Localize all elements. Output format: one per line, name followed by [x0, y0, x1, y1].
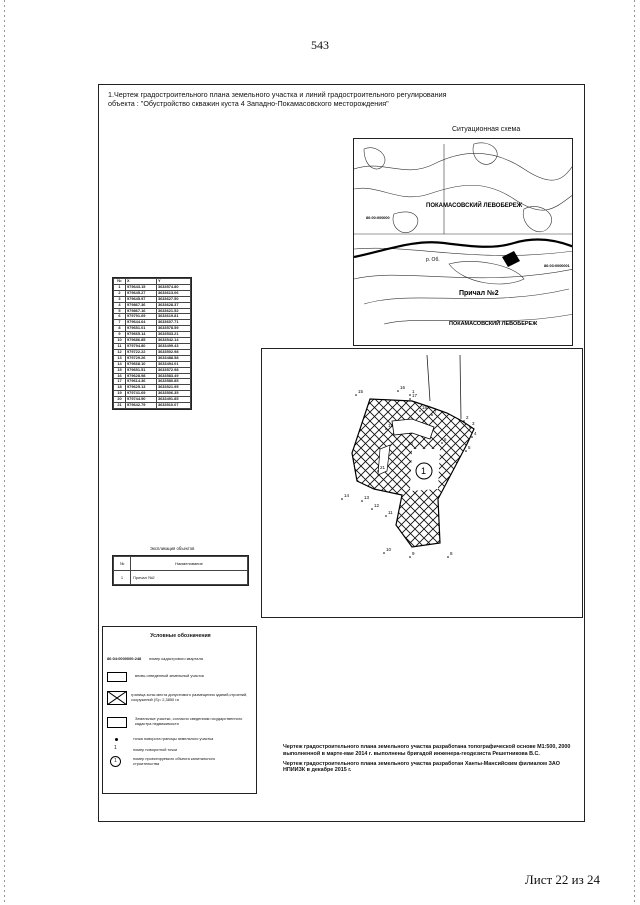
point-label: 13	[364, 495, 370, 500]
point-label: 1	[412, 389, 415, 394]
turn-point	[371, 508, 373, 510]
cadastral-code-right: 86:03:0000001	[544, 264, 570, 268]
site-plan	[261, 348, 583, 618]
coord-cell-x: 979643.15	[126, 284, 157, 290]
page-number: 543	[311, 38, 329, 52]
coord-cell-y: 3633499.43	[156, 343, 190, 349]
left-scan-edge	[4, 0, 5, 905]
turn-point	[385, 515, 387, 517]
turn-point	[361, 500, 363, 502]
island-outline	[449, 261, 524, 284]
point-label: 5	[468, 445, 471, 450]
explication-table	[112, 555, 249, 586]
point-label: 17	[412, 393, 418, 398]
explication-header-name: Наименование	[131, 557, 248, 571]
coord-cell-y: 3633542.14	[156, 338, 190, 344]
coordinates-body	[114, 284, 191, 408]
coord-cell-n: 11	[114, 343, 126, 349]
coord-cell-n: 18	[114, 385, 126, 391]
turn-point	[341, 498, 343, 500]
coord-cell-n: 21	[114, 403, 126, 409]
coord-cell-n: 14	[114, 361, 126, 367]
coord-cell-x: 979651.51	[126, 367, 157, 373]
legend	[102, 626, 257, 794]
right-scan-edge	[634, 0, 635, 905]
coord-cell-y: 3633607.71	[156, 320, 190, 326]
coord-cell-n: 7	[114, 320, 126, 326]
turn-point	[377, 470, 379, 472]
legend-boundary-swatch	[107, 672, 127, 682]
coord-cell-n: 16	[114, 373, 126, 379]
column-header-y: Y	[156, 279, 190, 285]
point-label: 18	[422, 405, 428, 410]
legend-boundary-text: вновь отведенный земельный участок	[135, 673, 205, 678]
coord-cell-x: 979729.26	[126, 355, 157, 361]
coord-cell-n: 5	[114, 308, 126, 314]
turn-point	[447, 556, 449, 558]
coord-cell-y: 3633491.85	[156, 397, 190, 403]
point-label: 21	[380, 465, 386, 470]
point-label: 20	[408, 441, 414, 446]
coord-cell-n: 20	[114, 397, 126, 403]
coord-cell-x: 979867.36	[126, 302, 157, 308]
coord-cell-y: 3633494.01	[156, 361, 190, 367]
turn-point	[397, 390, 399, 392]
point-label: 3	[472, 421, 475, 426]
turn-point	[355, 394, 357, 396]
coord-cell-y: 3633628.37	[156, 302, 190, 308]
coord-cell-x: 979651.01	[126, 326, 157, 332]
legend-turn-text: номер поворотной точки	[133, 747, 178, 752]
coord-cell-x: 979867.16	[126, 308, 157, 314]
coord-cell-y: 3633521.95	[156, 385, 190, 391]
turn-point	[409, 398, 411, 400]
coord-cell-y: 3633510.07	[156, 403, 190, 409]
legend-zone-swatch	[107, 691, 127, 705]
coord-cell-x: 979665.14	[126, 332, 157, 338]
coord-cell-y: 3633580.85	[156, 379, 190, 385]
note-author: Чертеж градостроительного плана земельного участка разработан Ханты-Мансийским филиалом ЗАО НПИИЗК в декабре 2015 г.	[283, 760, 560, 774]
place-name-top: ПОКАМАСОВСКИЙ ЛЕВОБЕРЕЖ	[426, 203, 523, 209]
coord-cell-y: 3633533.21	[156, 332, 190, 338]
point-label: 6	[444, 437, 447, 442]
place-name-bottom: ПОКАМАСОВСКИЙ ЛЕВОБЕРЕЖ	[449, 321, 538, 327]
coord-cell-y: 3633572.98	[156, 367, 190, 373]
point-label: 19	[388, 423, 394, 428]
legend-zone-text: граница зоны места допустимого размещения зданий,строений, сооружений (S)= 2,3850 га	[131, 692, 248, 702]
coord-cell-y: 3633502.98	[156, 349, 190, 355]
explication-header-number: №	[114, 557, 131, 571]
coord-cell-x: 979645.27	[126, 290, 157, 296]
coord-cell-y: 3633627.50	[156, 296, 190, 302]
contour-line	[523, 207, 551, 232]
coord-cell-n: 2	[114, 290, 126, 296]
situation-map-label: Ситуационная схема	[452, 126, 521, 133]
turn-point	[463, 420, 465, 422]
explication-title: Экспликация объектов	[150, 546, 195, 551]
table-row	[114, 403, 191, 409]
point-label: 9	[412, 551, 415, 556]
turn-point	[419, 410, 421, 412]
coord-cell-x: 979744.90	[126, 397, 157, 403]
coord-cell-y: 3633583.49	[156, 373, 190, 379]
coord-cell-x: 979668.10	[126, 361, 157, 367]
situation-map	[353, 138, 573, 346]
legend-cadastral-code: 86:04:0000000:248	[107, 656, 142, 661]
title-line-1: 1.Чертеж градостроительного плана земельного участка и линий градостроительного регулирования	[108, 90, 447, 99]
turn-point	[409, 556, 411, 558]
explication-cell-name: Причал №2	[131, 571, 248, 585]
coord-cell-x: 979791.69	[126, 314, 157, 320]
coord-cell-y: 3633613.06	[156, 290, 190, 296]
river-name: р. Об.	[426, 257, 440, 263]
explication-cell-number: 1	[114, 571, 131, 585]
coord-cell-y: 3633488.58	[156, 355, 190, 361]
turn-point	[465, 450, 467, 452]
point-label: 14	[344, 493, 350, 498]
legend-point-text: точка поворота границы земельного участка	[133, 736, 214, 741]
situation-map-drawing	[354, 139, 573, 346]
table-row	[114, 571, 248, 585]
coord-cell-y: 3633574.80	[156, 284, 190, 290]
coord-cell-n: 1	[114, 284, 126, 290]
turn-point	[405, 446, 407, 448]
drawing-notes	[283, 744, 583, 777]
site-plan-drawing	[262, 349, 584, 619]
drawing-title	[108, 90, 568, 108]
legend-cadastral-text: номер кадастрового квартала	[149, 656, 203, 661]
object-number: 1	[421, 466, 427, 476]
river-bank	[354, 269, 573, 279]
note-topography: Чертеж градостроительного плана земельного участка разработана топографической основе М1:500, 2000 выполненной в марте-мае 2014 г. выполнены бригадой инженера-геодезиста Решетникова В.С.	[283, 744, 571, 757]
turn-point	[385, 428, 387, 430]
coord-cell-x: 979644.64	[126, 320, 157, 326]
contour-line	[354, 153, 573, 180]
point-label: 7	[434, 409, 437, 414]
coord-cell-n: 9	[114, 332, 126, 338]
coord-cell-x: 979741.69	[126, 391, 157, 397]
contour-line	[393, 212, 418, 233]
legend-object-symbol: 1	[110, 756, 121, 767]
coordinates-table	[112, 277, 192, 410]
coord-cell-n: 8	[114, 326, 126, 332]
coord-cell-x: 979614.36	[126, 379, 157, 385]
coord-cell-n: 4	[114, 302, 126, 308]
legend-object-text: номер проектируемого объекта капитального строительства	[133, 756, 216, 766]
coord-cell-x: 979722.22	[126, 349, 157, 355]
point-label: 15	[358, 389, 364, 394]
turn-point	[409, 394, 411, 396]
coord-cell-n: 15	[114, 367, 126, 373]
point-label: 10	[386, 547, 392, 552]
coord-cell-x: 979686.85	[126, 338, 157, 344]
point-label: 8	[450, 551, 453, 556]
coord-cell-x: 979794.80	[126, 343, 157, 349]
berth-marker	[502, 251, 520, 267]
legend-title: Условные обозначения	[150, 633, 211, 639]
turn-point	[431, 414, 433, 416]
legend-turn-symbol: 1	[114, 745, 117, 751]
explication-header-row	[114, 557, 248, 571]
column-header-number: №	[114, 279, 126, 285]
cadastral-code-left: 86:00:000000	[366, 216, 390, 220]
turn-point	[469, 426, 471, 428]
coord-cell-n: 19	[114, 391, 126, 397]
coord-cell-n: 13	[114, 355, 126, 361]
point-label: 12	[374, 503, 380, 508]
coord-cell-n: 12	[114, 349, 126, 355]
title-line-2: объекта : "Обустройство скважин куста 4 Западно-Покамасовского месторождения"	[108, 99, 389, 108]
coord-cell-x: 979642.79	[126, 403, 157, 409]
berth-label: Причал №2	[459, 290, 499, 297]
coord-cell-x: 979628.98	[126, 373, 157, 379]
point-label: 16	[400, 385, 406, 390]
coord-cell-n: 10	[114, 338, 126, 344]
point-label: 2	[466, 415, 469, 420]
sheet-number: Лист 22 из 24	[524, 872, 600, 887]
legend-registered-swatch	[107, 717, 127, 728]
coord-cell-y: 3633619.81	[156, 314, 190, 320]
point-label: 4	[474, 431, 477, 436]
turn-point	[471, 436, 473, 438]
legend-registered-text: Земельные участки, согласно сведениям государственного кадастра недвижимости	[135, 716, 243, 726]
coord-cell-x: 979625.13	[126, 385, 157, 391]
column-header-x: X	[126, 279, 157, 285]
coord-cell-y: 3633506.35	[156, 391, 190, 397]
point-label: 11	[388, 510, 393, 515]
legend-point-symbol	[115, 738, 118, 741]
coord-cell-n: 17	[114, 379, 126, 385]
coord-cell-x: 979645.97	[126, 296, 157, 302]
coord-cell-n: 6	[114, 314, 126, 320]
coord-cell-y: 3633621.52	[156, 308, 190, 314]
coord-cell-y: 3633578.59	[156, 326, 190, 332]
coord-cell-n: 3	[114, 296, 126, 302]
turn-point	[441, 442, 443, 444]
turn-point	[383, 552, 385, 554]
